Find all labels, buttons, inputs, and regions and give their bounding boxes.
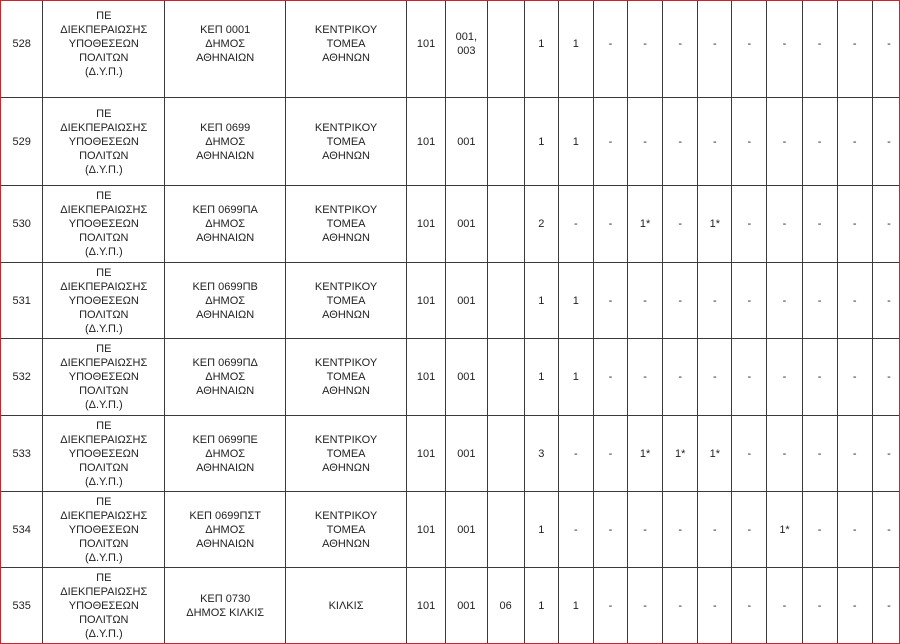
- value-cell: -: [767, 98, 802, 186]
- value-cell: -: [872, 416, 900, 492]
- extra-code-cell: 06: [487, 568, 524, 644]
- region-cell: ΚΕΝΤΡΙΚΟΥ ΤΟΜΕΑ ΑΘΗΝΩΝ: [286, 339, 407, 416]
- region-cell: ΚΕΝΤΡΙΚΟΥ ΤΟΜΕΑ ΑΘΗΝΩΝ: [286, 98, 407, 186]
- table-row: [1, 416, 900, 492]
- value-cell: 2: [524, 186, 558, 263]
- value-cell: -: [767, 0, 802, 98]
- region-cell: ΚΕΝΤΡΙΚΟΥ ΤΟΜΕΑ ΑΘΗΝΩΝ: [286, 0, 407, 98]
- unit-cell: ΚΕΠ 0699ΠΕ ΔΗΜΟΣ ΑΘΗΝΑΙΩΝ: [165, 416, 286, 492]
- value-cell: 1: [524, 339, 558, 416]
- value-cell: -: [732, 492, 767, 568]
- code-cell: 101: [406, 263, 445, 339]
- value-cell: -: [663, 98, 698, 186]
- table-row: [1, 339, 900, 416]
- extra-code-cell: [487, 339, 524, 416]
- value-cell: -: [872, 568, 900, 644]
- value-cell: 1: [524, 568, 558, 644]
- value-cell: 1: [524, 492, 558, 568]
- value-cell: -: [698, 339, 732, 416]
- value-cell: -: [802, 568, 837, 644]
- value-cell: -: [593, 0, 627, 98]
- code-cell: 101: [406, 568, 445, 644]
- row-number-cell: 534: [1, 492, 43, 568]
- row-number-cell: 529: [1, 98, 43, 186]
- subcode-cell: 001: [446, 339, 487, 416]
- extra-code-cell: [487, 492, 524, 568]
- subcode-cell: 001: [446, 186, 487, 263]
- region-cell: ΚΕΝΤΡΙΚΟΥ ΤΟΜΕΑ ΑΘΗΝΩΝ: [286, 416, 407, 492]
- subcode-cell: 001: [446, 416, 487, 492]
- row-number-cell: 530: [1, 186, 43, 263]
- extra-code-cell: [487, 186, 524, 263]
- region-cell: ΚΙΛΚΙΣ: [286, 568, 407, 644]
- value-cell: -: [732, 568, 767, 644]
- table-row: [1, 0, 900, 98]
- code-cell: 101: [406, 186, 445, 263]
- value-cell: -: [663, 263, 698, 339]
- extra-code-cell: [487, 0, 524, 98]
- value-cell: -: [698, 98, 732, 186]
- subcode-cell: 001, 003: [446, 0, 487, 98]
- value-cell: -: [593, 492, 627, 568]
- value-cell: -: [872, 492, 900, 568]
- unit-cell: ΚΕΠ 0699ΠΣΤ ΔΗΜΟΣ ΑΘΗΝΑΙΩΝ: [165, 492, 286, 568]
- value-cell: -: [837, 416, 872, 492]
- service-cell: ΠΕ ΔΙΕΚΠΕΡΑΙΩΣΗΣ ΥΠΟΘΕΣΕΩΝ ΠΟΛΙΤΩΝ (Δ.Υ.Π.): [43, 492, 165, 568]
- value-cell: -: [558, 492, 593, 568]
- value-cell: 1*: [698, 186, 732, 263]
- value-cell: -: [802, 416, 837, 492]
- value-cell: -: [802, 339, 837, 416]
- table-body: [1, 0, 900, 644]
- subcode-cell: 001: [446, 568, 487, 644]
- extra-code-cell: [487, 98, 524, 186]
- value-cell: -: [767, 568, 802, 644]
- value-cell: -: [872, 98, 900, 186]
- value-cell: -: [558, 416, 593, 492]
- table-row: [1, 186, 900, 263]
- value-cell: -: [628, 339, 663, 416]
- table-row: [1, 492, 900, 568]
- value-cell: -: [628, 0, 663, 98]
- code-cell: 101: [406, 0, 445, 98]
- value-cell: -: [593, 339, 627, 416]
- value-cell: 1: [558, 568, 593, 644]
- value-cell: -: [628, 98, 663, 186]
- value-cell: -: [767, 416, 802, 492]
- value-cell: -: [732, 263, 767, 339]
- value-cell: -: [837, 568, 872, 644]
- value-cell: -: [732, 339, 767, 416]
- region-cell: ΚΕΝΤΡΙΚΟΥ ΤΟΜΕΑ ΑΘΗΝΩΝ: [286, 186, 407, 263]
- value-cell: -: [663, 568, 698, 644]
- subcode-cell: 001: [446, 492, 487, 568]
- value-cell: -: [732, 186, 767, 263]
- value-cell: -: [698, 568, 732, 644]
- value-cell: 1*: [663, 416, 698, 492]
- value-cell: -: [767, 339, 802, 416]
- value-cell: -: [628, 568, 663, 644]
- value-cell: -: [837, 263, 872, 339]
- table-row: [1, 263, 900, 339]
- unit-cell: ΚΕΠ 0699ΠΒ ΔΗΜΟΣ ΑΘΗΝΑΙΩΝ: [165, 263, 286, 339]
- value-cell: -: [593, 568, 627, 644]
- code-cell: 101: [406, 416, 445, 492]
- value-cell: 1: [524, 263, 558, 339]
- service-cell: ΠΕ ΔΙΕΚΠΕΡΑΙΩΣΗΣ ΥΠΟΘΕΣΕΩΝ ΠΟΛΙΤΩΝ (Δ.Υ.Π.): [43, 263, 165, 339]
- value-cell: -: [837, 492, 872, 568]
- unit-cell: ΚΕΠ 0699 ΔΗΜΟΣ ΑΘΗΝΑΙΩΝ: [165, 98, 286, 186]
- value-cell: -: [663, 0, 698, 98]
- value-cell: -: [837, 0, 872, 98]
- service-cell: ΠΕ ΔΙΕΚΠΕΡΑΙΩΣΗΣ ΥΠΟΘΕΣΕΩΝ ΠΟΛΙΤΩΝ (Δ.Υ.Π.): [43, 339, 165, 416]
- value-cell: -: [593, 186, 627, 263]
- service-cell: ΠΕ ΔΙΕΚΠΕΡΑΙΩΣΗΣ ΥΠΟΘΕΣΕΩΝ ΠΟΛΙΤΩΝ (Δ.Υ.Π.): [43, 98, 165, 186]
- value-cell: -: [628, 492, 663, 568]
- value-cell: -: [872, 186, 900, 263]
- region-cell: ΚΕΝΤΡΙΚΟΥ ΤΟΜΕΑ ΑΘΗΝΩΝ: [286, 263, 407, 339]
- code-cell: 101: [406, 98, 445, 186]
- value-cell: -: [663, 186, 698, 263]
- table-row: [1, 98, 900, 186]
- value-cell: -: [558, 186, 593, 263]
- unit-cell: ΚΕΠ 0001 ΔΗΜΟΣ ΑΘΗΝΑΙΩΝ: [165, 0, 286, 98]
- subcode-cell: 001: [446, 98, 487, 186]
- value-cell: -: [872, 263, 900, 339]
- value-cell: -: [732, 0, 767, 98]
- value-cell: -: [837, 98, 872, 186]
- row-number-cell: 535: [1, 568, 43, 644]
- table-row: [1, 568, 900, 644]
- value-cell: 1*: [698, 416, 732, 492]
- value-cell: 1: [558, 339, 593, 416]
- row-number-cell: 533: [1, 416, 43, 492]
- service-cell: ΠΕ ΔΙΕΚΠΕΡΑΙΩΣΗΣ ΥΠΟΘΕΣΕΩΝ ΠΟΛΙΤΩΝ (Δ.Υ.Π.): [43, 416, 165, 492]
- value-cell: -: [732, 416, 767, 492]
- value-cell: -: [802, 0, 837, 98]
- row-number-cell: 531: [1, 263, 43, 339]
- value-cell: -: [663, 492, 698, 568]
- value-cell: -: [663, 339, 698, 416]
- value-cell: -: [872, 339, 900, 416]
- value-cell: -: [802, 186, 837, 263]
- service-cell: ΠΕ ΔΙΕΚΠΕΡΑΙΩΣΗΣ ΥΠΟΘΕΣΕΩΝ ΠΟΛΙΤΩΝ (Δ.Υ.Π.): [43, 568, 165, 644]
- value-cell: 1: [524, 0, 558, 98]
- value-cell: -: [872, 0, 900, 98]
- unit-cell: ΚΕΠ 0699ΠΑ ΔΗΜΟΣ ΑΘΗΝΑΙΩΝ: [165, 186, 286, 263]
- extra-code-cell: [487, 263, 524, 339]
- value-cell: 1: [524, 98, 558, 186]
- value-cell: 1: [558, 98, 593, 186]
- code-cell: 101: [406, 339, 445, 416]
- unit-cell: ΚΕΠ 0730 ΔΗΜΟΣ ΚΙΛΚΙΣ: [165, 568, 286, 644]
- unit-cell: ΚΕΠ 0699ΠΔ ΔΗΜΟΣ ΑΘΗΝΑΙΩΝ: [165, 339, 286, 416]
- value-cell: 1*: [767, 492, 802, 568]
- value-cell: -: [837, 186, 872, 263]
- value-cell: -: [628, 263, 663, 339]
- value-cell: 1: [558, 263, 593, 339]
- region-cell: ΚΕΝΤΡΙΚΟΥ ΤΟΜΕΑ ΑΘΗΝΩΝ: [286, 492, 407, 568]
- value-cell: -: [698, 263, 732, 339]
- code-cell: 101: [406, 492, 445, 568]
- value-cell: -: [802, 492, 837, 568]
- value-cell: 1: [558, 0, 593, 98]
- extra-code-cell: [487, 416, 524, 492]
- value-cell: 1*: [628, 186, 663, 263]
- value-cell: 1*: [628, 416, 663, 492]
- value-cell: -: [593, 416, 627, 492]
- value-cell: -: [593, 98, 627, 186]
- service-cell: ΠΕ ΔΙΕΚΠΕΡΑΙΩΣΗΣ ΥΠΟΘΕΣΕΩΝ ΠΟΛΙΤΩΝ (Δ.Υ.Π.): [43, 186, 165, 263]
- value-cell: 3: [524, 416, 558, 492]
- value-cell: -: [732, 98, 767, 186]
- row-number-cell: 532: [1, 339, 43, 416]
- subcode-cell: 001: [446, 263, 487, 339]
- service-cell: ΠΕ ΔΙΕΚΠΕΡΑΙΩΣΗΣ ΥΠΟΘΕΣΕΩΝ ΠΟΛΙΤΩΝ (Δ.Υ.Π.): [43, 0, 165, 98]
- value-cell: -: [698, 492, 732, 568]
- value-cell: -: [802, 98, 837, 186]
- value-cell: -: [802, 263, 837, 339]
- value-cell: -: [698, 0, 732, 98]
- value-cell: -: [593, 263, 627, 339]
- value-cell: -: [837, 339, 872, 416]
- value-cell: -: [767, 263, 802, 339]
- row-number-cell: 528: [1, 0, 43, 98]
- value-cell: -: [767, 186, 802, 263]
